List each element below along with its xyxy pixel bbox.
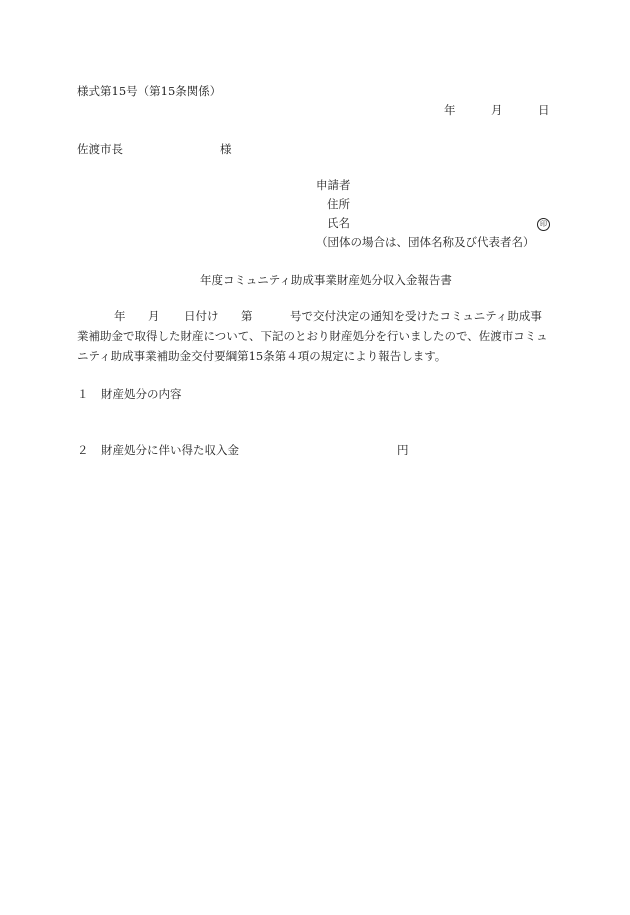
applicant-name-label: 氏名 (327, 216, 350, 230)
date-month: 月 (491, 103, 503, 117)
body-line3: ニティ助成事業補助金交付要綱第15条第４項の規定により報告します。 (77, 349, 447, 363)
addressee-honorific: 様 (220, 142, 232, 156)
item-2-label: 財産処分に伴い得た収入金 (101, 443, 239, 457)
item-1-number: １ (77, 387, 89, 401)
applicant-note: （団体の場合は、団体名称及び代表者名） (316, 235, 535, 249)
date-day: 日 (538, 103, 550, 117)
seal-mark-icon: 印 (537, 218, 550, 231)
form-number: 様式第15号（第15条関係） (77, 84, 222, 98)
body-year: 年 (114, 309, 126, 323)
applicant-heading: 申請者 (316, 178, 351, 192)
item-2-unit: 円 (397, 443, 409, 457)
addressee-name: 佐渡市長 (77, 142, 123, 156)
body-dai: 第 (241, 309, 253, 323)
item-1-label: 財産処分の内容 (101, 387, 182, 401)
date-year: 年 (444, 103, 456, 117)
item-2-number: ２ (77, 443, 89, 457)
document-title: 年度コミュニティ助成事業財産処分収入金報告書 (200, 273, 452, 287)
applicant-address-label: 住所 (327, 197, 350, 211)
body-dated: 日付け (184, 309, 219, 323)
body-line2: 業補助金で取得した財産について、下記のとおり財産処分を行いましたので、佐渡市コミュ (77, 329, 548, 343)
body-line1-rest: 号で交付決定の通知を受けたコミュニティ助成事 (290, 309, 542, 323)
body-month: 月 (148, 309, 160, 323)
